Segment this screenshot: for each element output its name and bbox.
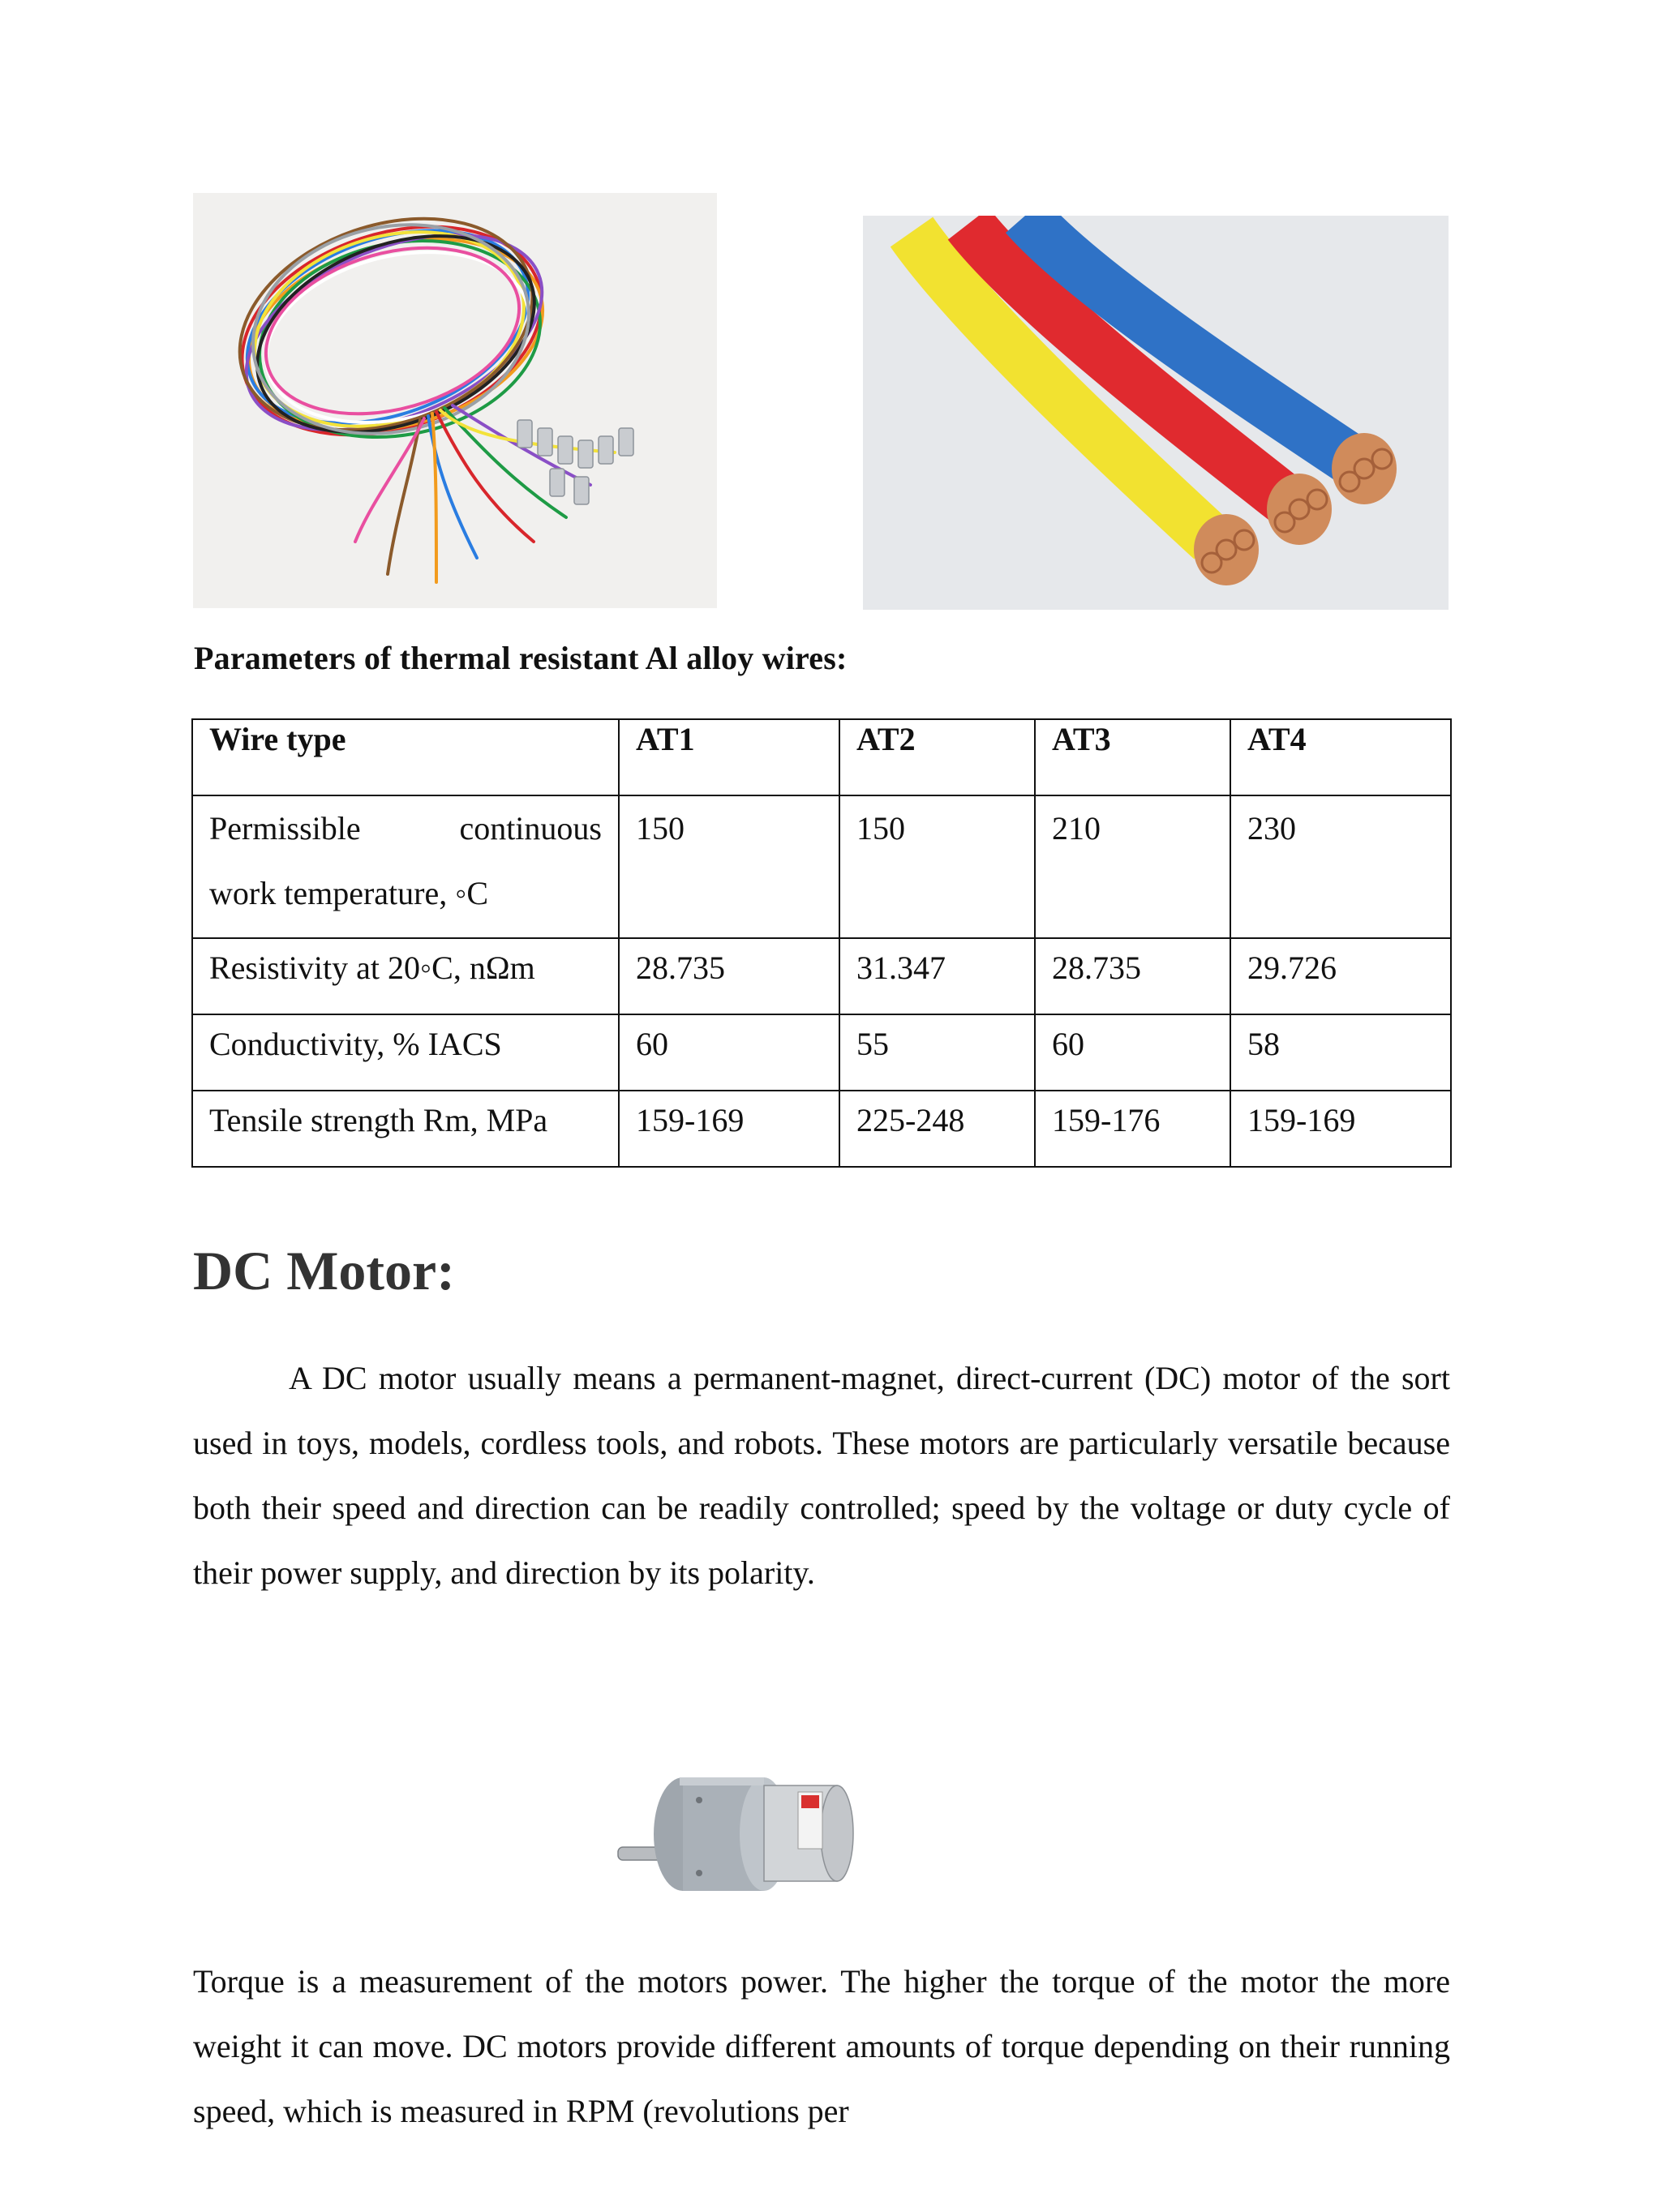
table-header-cell: AT4 xyxy=(1230,719,1451,795)
dc-motor-heading: DC Motor: xyxy=(193,1240,455,1301)
table-cell: 29.726 xyxy=(1230,938,1451,1014)
table-row xyxy=(192,938,1451,1014)
table-row-label: Tensile strength Rm, MPa xyxy=(192,1091,619,1167)
table-header-row xyxy=(192,719,1451,795)
wires-bundle-image xyxy=(193,193,717,608)
table-cell: 28.735 xyxy=(1035,938,1230,1014)
table-cell: 225-248 xyxy=(839,1091,1035,1167)
table-row xyxy=(192,795,1451,938)
table-cell: 210 xyxy=(1035,795,1230,938)
wires-bundle-illustration xyxy=(193,193,717,608)
table-header-cell: AT2 xyxy=(839,719,1035,795)
table-row-label-line: work temperature, ◦C xyxy=(209,875,489,911)
table-cell: 230 xyxy=(1230,795,1451,938)
table-cell: 55 xyxy=(839,1014,1035,1091)
dc-motor-illustration xyxy=(610,1743,878,1905)
torque-paragraph: Torque is a measurement of the motors power. The higher the torque of the motor the more weight it can move. DC motors provide different amounts of torque depending on their running speed, which is measured in RPM (revolutions per xyxy=(193,1963,1450,2129)
table-cell: 28.735 xyxy=(619,938,839,1014)
table-row-label: Conductivity, % IACS xyxy=(192,1014,619,1091)
table-cell: 150 xyxy=(619,795,839,938)
wire-parameters-table xyxy=(191,718,1452,1168)
table-cell: 159-176 xyxy=(1035,1091,1230,1167)
table-row xyxy=(192,1014,1451,1091)
table-header-cell: AT3 xyxy=(1035,719,1230,795)
table-cell: 58 xyxy=(1230,1014,1451,1091)
table-header-cell: Wire type xyxy=(192,719,619,795)
table-header-cell: AT1 xyxy=(619,719,839,795)
table-cell: 150 xyxy=(839,795,1035,938)
parameters-heading: Parameters of thermal resistant Al alloy wires: xyxy=(194,640,848,676)
table-cell: 159-169 xyxy=(619,1091,839,1167)
table-row-label-line: Permissible continuous xyxy=(209,810,602,847)
table-cell: 31.347 xyxy=(839,938,1035,1014)
dc-motor-image xyxy=(610,1743,878,1905)
table-row xyxy=(192,1091,1451,1167)
cables-illustration xyxy=(863,216,1449,610)
table-row-label: Resistivity at 20◦C, nΩm xyxy=(192,938,619,1014)
table-row-label xyxy=(192,795,619,938)
table-cell: 60 xyxy=(1035,1014,1230,1091)
dc-motor-paragraph: A DC motor usually means a permanent-magnet, direct-current (DC) motor of the sort used in toys, models, cordless tools, and robots. These motors are particularly versatile because both their speed and direction can be readily controlled; speed by the voltage or duty cycle of their power supply, and direction by its polarity. xyxy=(193,1360,1450,1591)
cables-image xyxy=(863,216,1449,610)
table-cell: 159-169 xyxy=(1230,1091,1451,1167)
table-cell: 60 xyxy=(619,1014,839,1091)
